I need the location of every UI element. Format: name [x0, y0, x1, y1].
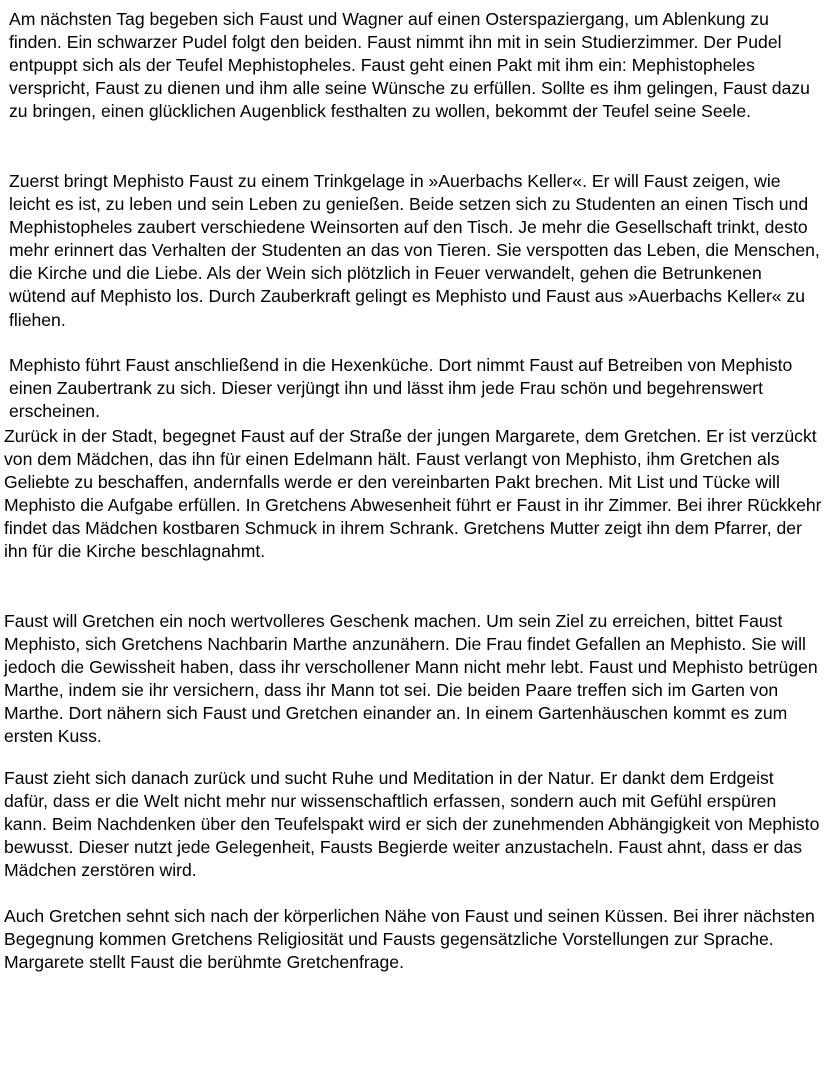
- paragraph-natur: Faust zieht sich danach zurück und sucht Ruhe und Meditation in der Natur. Er dankt dem Erdgeist dafür, dass er die Welt nicht mehr nur wissenschaftlich erfassen, sondern auch mit Gefühl erspüren kann. Beim Nachdenken über den Teufelspakt wird er sich der zunehmenden Abhängigkeit von Mephisto bewusst. Dieser nutzt jede Gelegenheit, Fausts Begierde weiter anzustacheln. Faust ahnt, dass er das Mädchen zerstören wird.: [4, 768, 820, 881]
- paragraph-margarete: Zurück in der Stadt, begegnet Faust auf der Straße der jungen Margarete, dem Gretchen. Er ist verzückt von dem Mädchen, das ihn für einen Edelmann hält. Faust verlangt von Mephisto, ihm Gretchen als Geliebte zu beschaffen, andernfalls werde er den vereinbarten Pakt brechen. Mit List und Tücke will Mephisto die Aufgabe erfüllen. In Gretchens Abwesenheit führt er Faust in ihr Zimmer. Bei ihrer Rückkehr findet das Mädchen kostbaren Schmuck in ihrem Schrank. Gretchens Mutter zeigt ihn dem Pfarrer, der ihn für die Kirche beschlagnahmt.: [4, 426, 822, 562]
- paragraph-marthe: Faust will Gretchen ein noch wertvolleres Geschenk machen. Um sein Ziel zu erreichen, bittet Faust Mephisto, sich Gretchens Nachbarin Marthe anzunähern. Die Frau findet Gefallen an Mephisto. Sie will jedoch die Gewissheit haben, dass ihr verschollener Mann nicht mehr lebt. Faust und Mephisto betrügen Marthe, indem sie ihr versichern, dass ihr Mann tot sei. Die beiden Paare treffen sich im Garten von Marthe. Dort nähern sich Faust und Gretchen einander an. In einem Gartenhäuschen kommt es zum ersten Kuss.: [4, 611, 818, 747]
- paragraph-gretchenfrage: Auch Gretchen sehnt sich nach der körperlichen Nähe von Faust und seinen Küssen. Bei ihrer nächsten Begegnung kommen Gretchens Religiosität und Fausts gegensätzliche Vorstellungen zur Sprache. Margarete stellt Faust die berühmte Gretchenfrage.: [4, 906, 815, 973]
- paragraph-osterspaziergang: Am nächsten Tag begeben sich Faust und Wagner auf einen Osterspaziergang, um Ablenkung zu finden. Ein schwarzer Pudel folgt den beiden. Faust nimmt ihn mit in sein Studierzimmer. Der Pudel entpuppt sich als der Teufel Mephistopheles. Faust geht einen Pakt mit ihm ein: Mephistopheles verspricht, Faust zu dienen und ihm alle seine Wünsche zu erfüllen. Sollte es ihm gelingen, Faust dazu zu bringen, einen glücklichen Augenblick festhalten zu wollen, bekommt der Teufel seine Seele.: [9, 9, 810, 122]
- paragraph-auerbachs-keller: Zuerst bringt Mephisto Faust zu einem Trinkgelage in »Auerbachs Keller«. Er will Faust zeigen, wie leicht es ist, zu leben und sein Leben zu genießen. Beide setzen sich zu Studenten an einen Tisch und Mephistopheles zaubert verschiedene Weinsorten auf den Tisch. Je mehr die Gesellschaft trinkt, desto mehr erinnert das Verhalten der Studenten an das von Tieren. Sie verspotten das Leben, die Menschen, die Kirche und die Liebe. Als der Wein sich plötzlich in Feuer verwandelt, gehen die Betrunkenen wütend auf Mephisto los. Durch Zauberkraft gelingt es Mephisto und Faust aus »Auerbachs Keller« zu fliehen.: [9, 171, 820, 330]
- paragraph-hexenkueche: Mephisto führt Faust anschließend in die Hexenküche. Dort nimmt Faust auf Betreiben von Mephisto einen Zaubertrank zu sich. Dieser verjüngt ihn und lässt ihm jede Frau schön und begehrenswert erscheinen.: [9, 355, 793, 422]
